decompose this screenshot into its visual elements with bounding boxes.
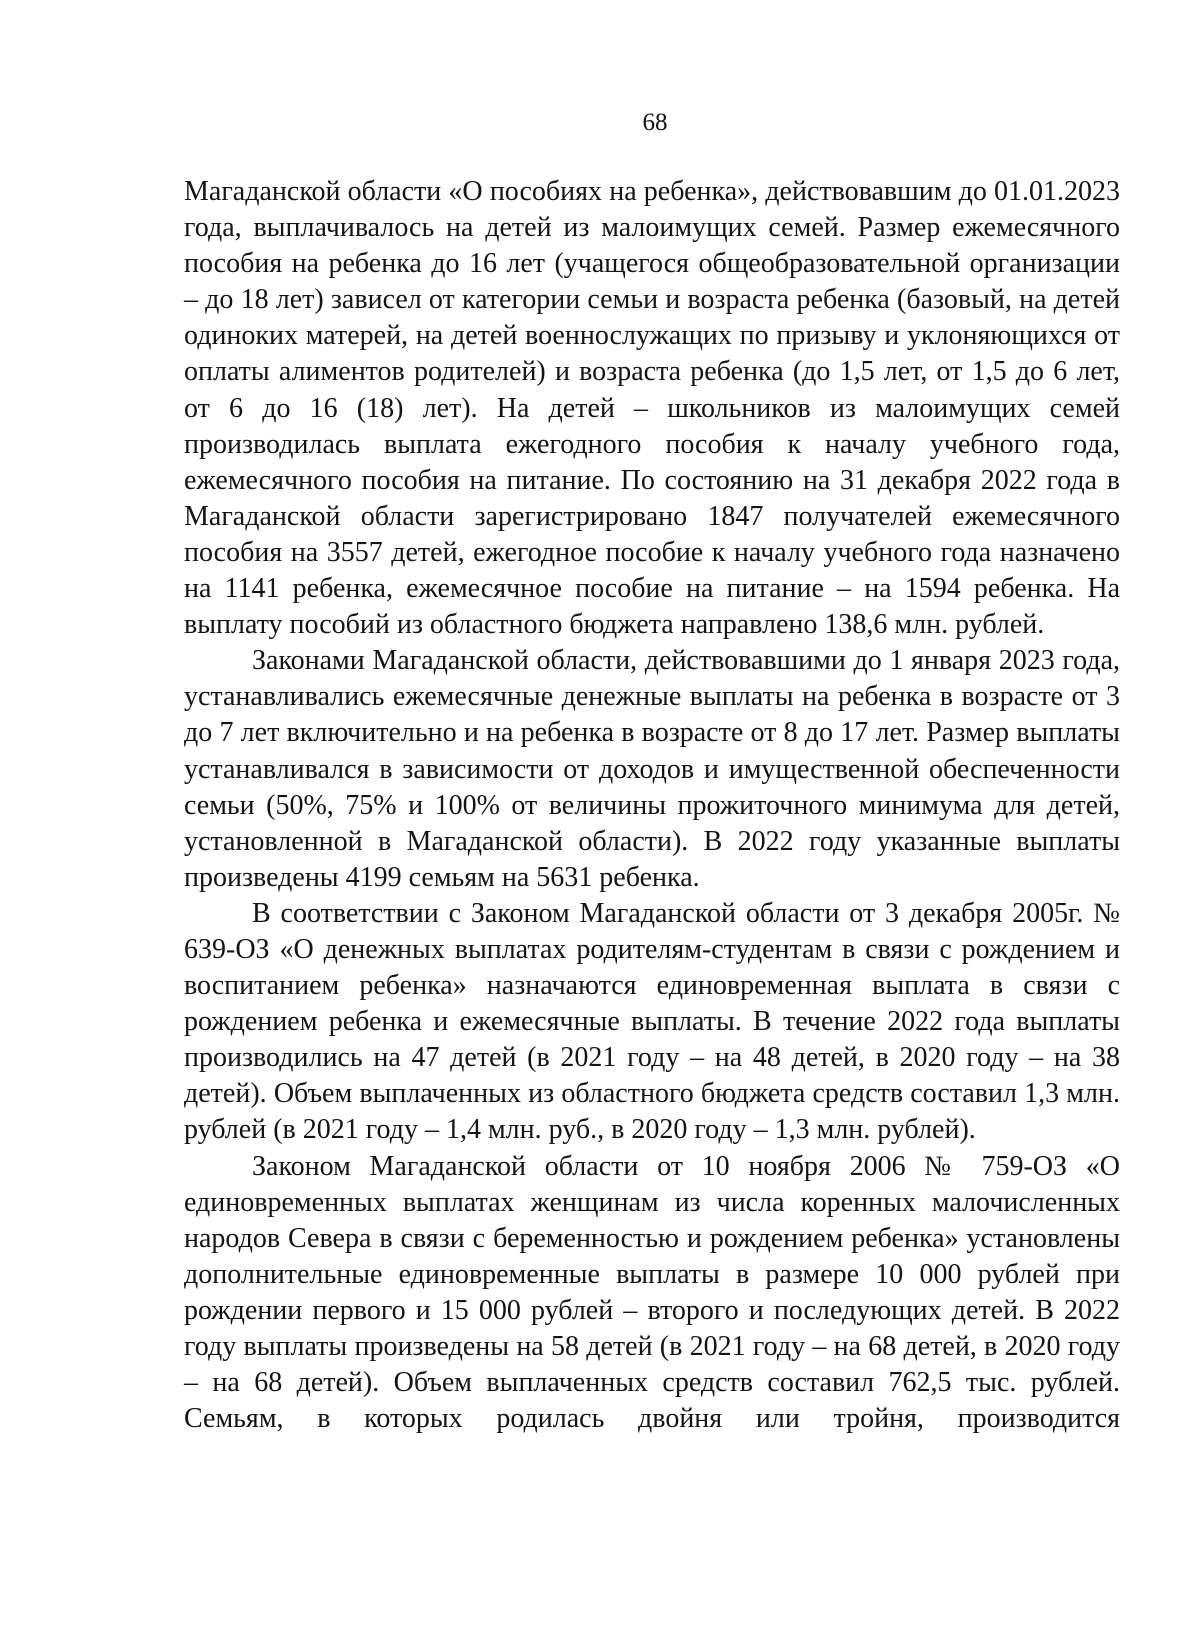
paragraph-student-parents: В соответствии с Законом Магаданской области от 3 декабря 2005г. № 639-ОЗ «О денежных выплатах родителям-студентам в связи с рождением и воспитанием ребенка» назначаются единовременная выплата в связи с рождением ребенка и ежемесячные выплаты. В течение 2022 года выплаты производились на 47 детей (в 2021 году – на 48 детей, в 2020 году – на 38 детей). Объем выплаченных из областного бюджета средств составил 1,3 млн. рублей (в 2021 году – 1,4 млн. руб., в 2020 году – 1,3 млн. рублей). xyxy=(184,897,1120,1146)
page-number: 68 xyxy=(642,109,668,136)
document-body xyxy=(184,174,1120,1437)
paragraph-child-benefits: Магаданской области «О пособиях на ребенка», действовавшим до 01.01.2023 года, выплачивалось на детей из малоимущих семей. Размер ежемесячного пособия на ребенка до 16 лет (учащегося общеобразовательной организации – до 18 лет) зависел от категории семьи и возраста ребенка (базовый, на детей одиноких матерей, на детей военнослужащих по призыву и уклоняющихся от оплаты алиментов родителей) и возраста ребенка (до 1,5 лет, от 1,5 до 6 лет, от 6 до 16 (18) лет). На детей – школьников из малоимущих семей производилась выплата ежегодного пособия к началу учебного года, ежемесячного пособия на питание. По состоянию на 31 декабря 2022 года в Магаданской области зарегистрировано 1847 получателей ежемесячного пособия на 3557 детей, ежегодное пособие к началу учебного года назначено на 1141 ребенка, ежемесячное пособие на питание – на 1594 ребенка. На выплату пособий из областного бюджета направлено 138,6 млн. рублей. xyxy=(184,176,1120,641)
paragraph-indigenous-women: Законом Магаданской области от 10 ноября 2006 № 759-ОЗ «О единовременных выплатах женщинам из числа коренных малочисленных народов Севера в связи с беременностью и рождением ребенка» установлены дополнительные единовременные выплаты в размере 10 000 рублей при рождении первого и 15 000 рублей – второго и последующих детей. В 2022 году выплаты произведены на 58 детей (в 2021 году – на 68 детей, в 2020 году – на 68 детей). Объем выплаченных средств составил 762,5 тыс. рублей. Семьям, в которых родилась двойня или тройня, производится xyxy=(184,1150,1120,1435)
paragraph-monthly-payments: Законами Магаданской области, действовавшими до 1 января 2023 года, устанавливались ежемесячные денежные выплаты на ребенка в возрасте от 3 до 7 лет включительно и на ребенка в возрасте от 8 до 17 лет. Размер выплаты устанавливался в зависимости от доходов и имущественной обеспеченности семьи (50%, 75% и 100% от величины прожиточного минимума для детей, установленной в Магаданской области). В 2022 году указанные выплаты произведены 4199 семьям на 5631 ребенка. xyxy=(184,645,1120,893)
